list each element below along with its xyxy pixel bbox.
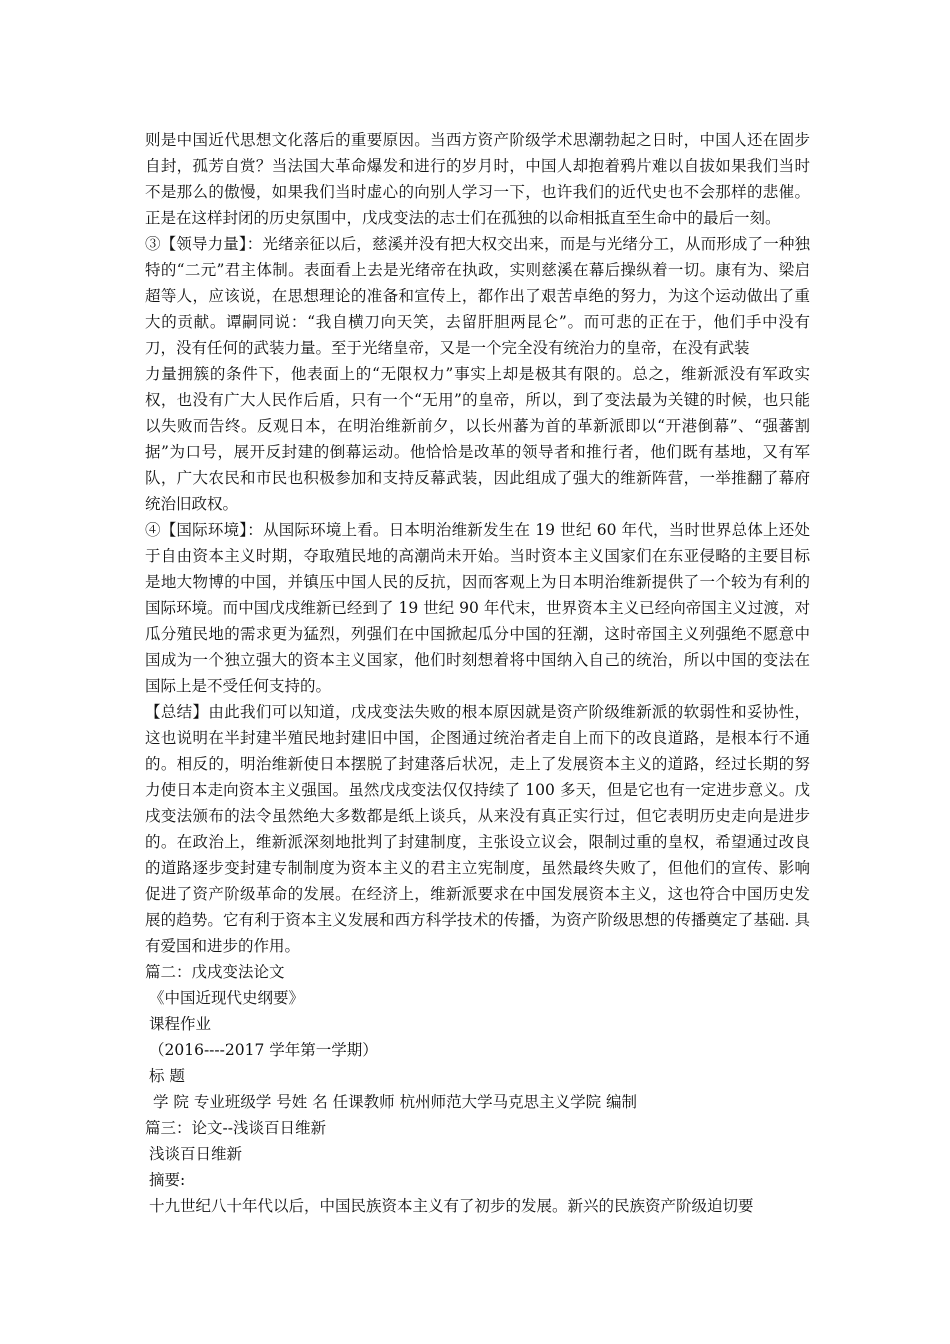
paragraph-leadership-cont: 力量拥簇的条件下，他表面上的“无限权力”事实上却是极其有限的。总之，维新派没有军政实权，也没有广大人民作后盾，只有一个“无用”的皇帝，所以，到了变法最为关键的时候，也只能以失败而告终。反观日本，在明治维新前夕，以长州蕃为首的革新派即以“开港倒幕”、“强蕃割据”为口号，展开反封建的倒幕运动。他恰恰是改革的领导者和推行者，他们既有基地，又有军队，广大农民和市民也积极参加和支持反幕武装，因此组成了强大的维新阵营，一举推翻了幕府统治旧政权。 [145, 365, 810, 513]
document-page [145, 127, 810, 1219]
cover-fields: 学 院 专业班级学 号姓 名 任课教师 杭州师范大学马克思主义学院 编制 [153, 1093, 637, 1111]
title-label: 标 题 [149, 1067, 185, 1085]
paragraph-leadership: ③【领导力量】：光绪亲征以后，慈溪并没有把大权交出来，而是与光绪分工，从而形成了一种独特的“二元”君主体制。表面看上去是光绪帝在执政，实则慈溪在幕后操纵着一切。康有为、梁启超等人，应该说，在思想理论的准备和宣传上，都作出了艰苦卓绝的努力，为这个运动做出了重大的贡献。谭嗣同说：“我自横刀向天笑，去留肝胆两昆仑”。而可悲的正在于，他们手中没有刀，没有任何的武装力量。至于光绪皇帝，又是一个完全没有统治力的皇帝，在没有武装 [145, 235, 810, 357]
section-heading-part3: 篇三：论文--浅谈百日维新 [145, 1119, 326, 1137]
paragraph-international: ④【国际环境】：从国际环境上看。日本明治维新发生在 19 世纪 60 年代，当时世界总体上还处于自由资本主义时期，夺取殖民地的高潮尚未开始。当时资本主义国家们在东亚侵略的主要目标是地大物博的中国，并镇压中国人民的反抗，因而客观上为日本明治维新提供了一个较为有利的国际环境。而中国戊戌维新已经到了 19 世纪 90 年代末，世界资本主义已经向帝国主义过渡，对瓜分殖民地的需求更为猛烈，列强们在中国掀起瓜分中国的狂潮，这时帝国主义列强绝不愿意中国成为一个独立强大的资本主义国家，他们时刻想着将中国纳入自己的统治，所以中国的变法在国际上是不受任何支持的。 [145, 521, 810, 695]
abstract-label: 摘要: [149, 1171, 186, 1189]
semester-label: （2016----2017 学年第一学期） [149, 1041, 378, 1059]
assignment-label: 课程作业 [149, 1015, 212, 1033]
essay-title: 浅谈百日维新 [149, 1145, 243, 1163]
section-heading-part2: 篇二：戊戌变法论文 [145, 963, 285, 981]
paragraph-intro: 则是中国近代思想文化落后的重要原因。当西方资产阶级学术思潮勃起之日时，中国人还在固步自封，孤芳自赏？当法国大革命爆发和进行的岁月时，中国人却抱着鸦片难以自拔如果我们当时不是那么的傲慢，如果我们当时虚心的向别人学习一下，也许我们的近代史也不会那样的悲催。正是在这样封闭的历史氛围中，戊戌变法的志士们在孤独的以命相抵直至生命中的最后一刻。 [145, 131, 810, 227]
abstract-first-line: 十九世纪八十年代以后，中国民族资本主义有了初步的发展。新兴的民族资产阶级迫切要 [149, 1197, 754, 1215]
paragraph-summary: 【总结】由此我们可以知道，戊戌变法失败的根本原因就是资产阶级维新派的软弱性和妥协性，这也说明在半封建半殖民地封建旧中国，企图通过统治者走自上而下的改良道路，是根本行不通的。相反的，明治维新使日本摆脱了封建落后状况，走上了发展资本主义的道路，经过长期的努力使日本走向资本主义强国。虽然戊戌变法仅仅持续了 100 多天，但是它也有一定进步意义。戊戌变法颁布的法令虽然绝大多数都是纸上谈兵，从来没有真正实行过，但它表明历史走向是进步的。在政治上，维新派深刻地批判了封建制度，主张设立议会，限制过重的皇权，希望通过改良的道路逐步变封建专制制度为资本主义的君主立宪制度，虽然最终失败了，但他们的宣传、影响促进了资产阶级革命的发展。在经济上，维新派要求在中国发展资本主义，这也符合中国历史发展的趋势。它有利于资本主义发展和西方科学技术的传播，为资产阶级思想的传播奠定了基础. 具有爱国和进步的作用。 [145, 703, 810, 955]
course-title: 《中国近现代史纲要》 [149, 989, 305, 1007]
